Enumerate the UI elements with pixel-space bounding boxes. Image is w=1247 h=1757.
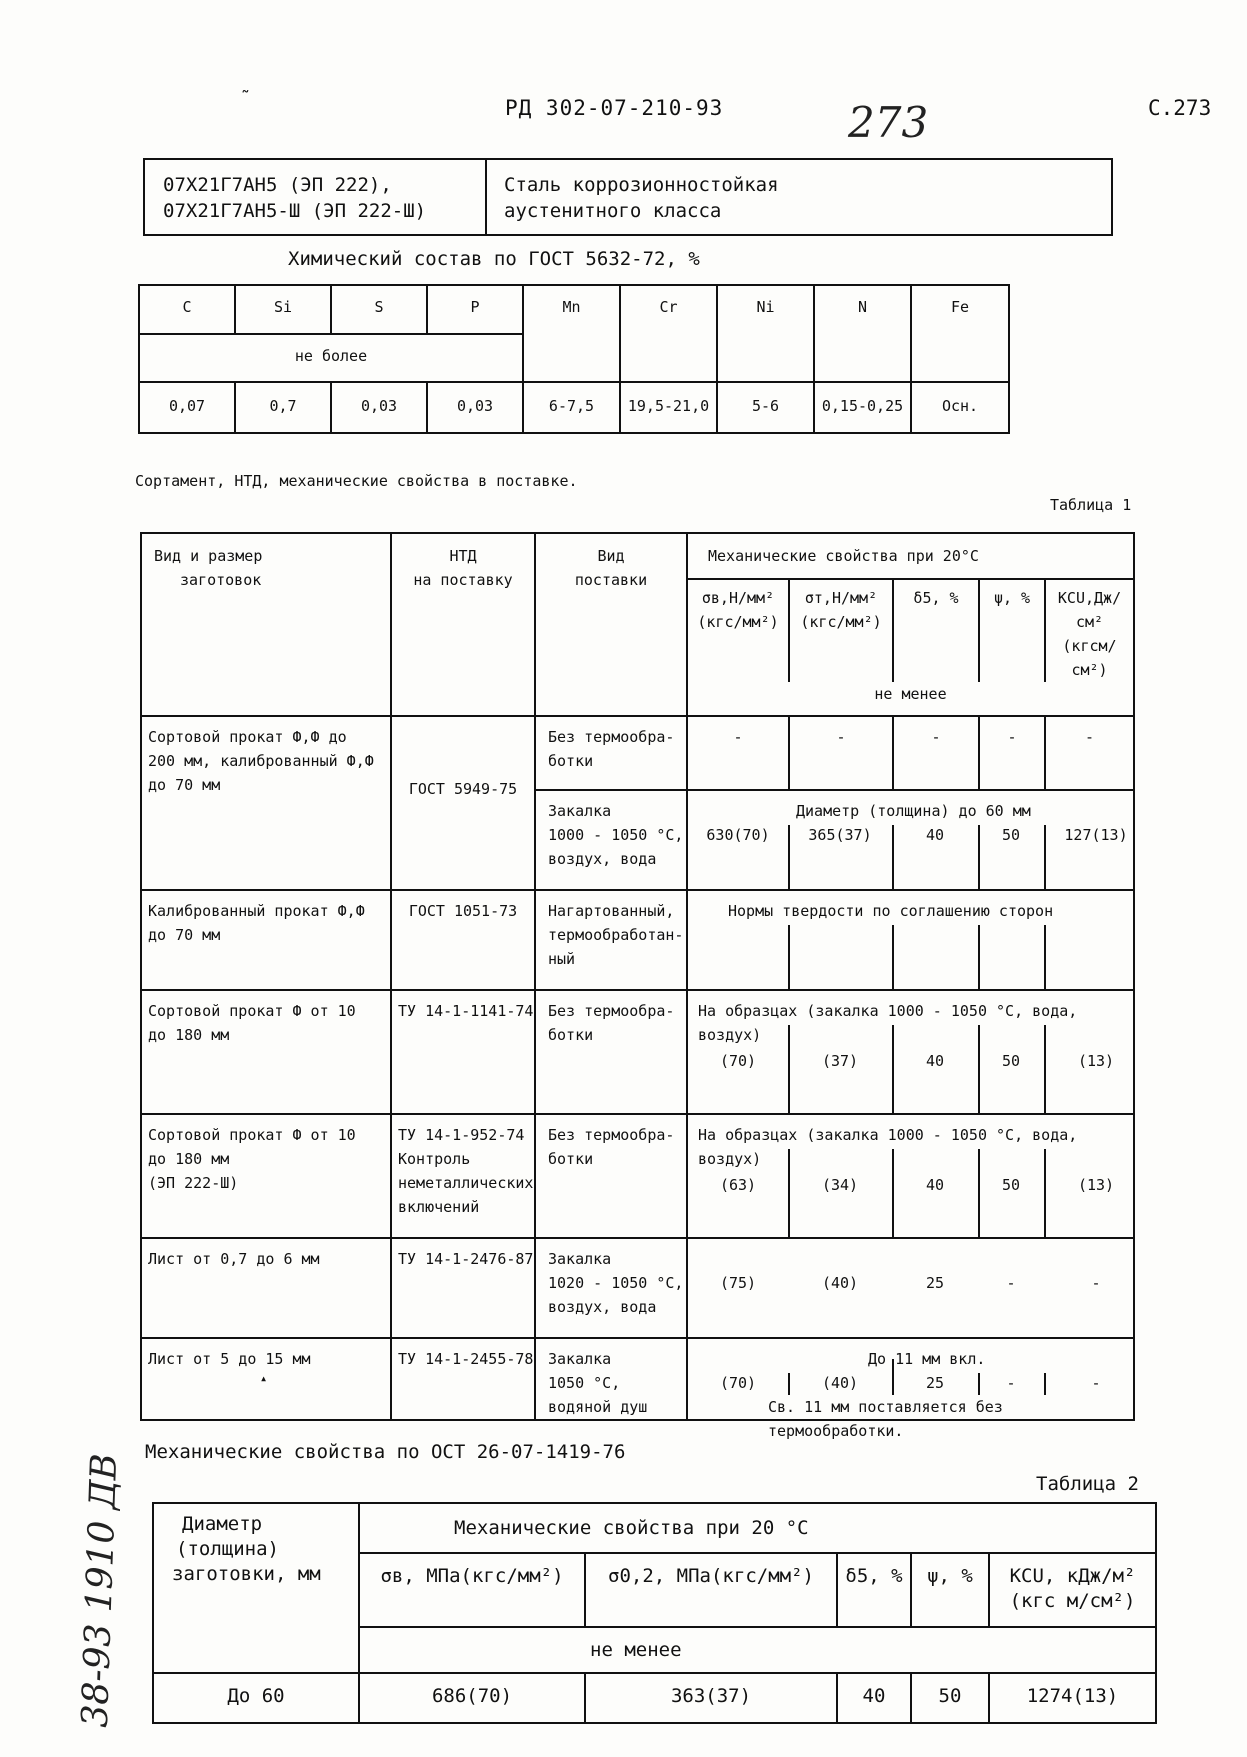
t1-product-line: до 70 мм xyxy=(148,926,221,944)
t1-header-product xyxy=(141,533,391,716)
t1-divider xyxy=(892,1149,894,1237)
chem-value: Осн. xyxy=(911,382,1009,433)
t2-value-reduction: 50 xyxy=(911,1673,989,1723)
table1-label: Таблица 1 xyxy=(1050,496,1132,514)
t1-row1-value: - xyxy=(789,716,893,790)
t1-divider xyxy=(788,1025,790,1113)
t1-row4-value: (13) xyxy=(1077,1176,1115,1194)
chem-header-cr-label: Cr xyxy=(659,298,678,316)
t1-delivery-line: Без термообра- xyxy=(548,1002,675,1020)
t1-row6-note-bottom: Св. 11 мм поставляется без термообработки. xyxy=(768,1398,1003,1440)
t1-row5-product: Лист от 0,7 до 6 мм xyxy=(141,1238,391,1338)
t1-sub-elongation: δ5, % xyxy=(893,579,979,682)
description-line: аустенитного класса xyxy=(504,200,722,222)
grade-line: 07Х21Г7АН5-Ш (ЭП 222-Ш) xyxy=(163,200,427,222)
chem-header-fe-label: Fe xyxy=(950,298,970,316)
t1-divider xyxy=(892,1359,894,1395)
grade-cell xyxy=(144,159,486,235)
t1-row4-value: 40 xyxy=(925,1176,945,1194)
t1-row5-ntd: ТУ 14-1-2476-87 xyxy=(391,1238,535,1338)
t1-delivery-line: 1000 - 1050 °С, xyxy=(548,826,684,844)
t2-value-elongation: 40 xyxy=(837,1673,911,1723)
t1-header-ntd xyxy=(391,533,535,716)
t1-delivery-line: ный xyxy=(548,950,576,968)
chem-value: 0,15-0,25 xyxy=(814,382,911,433)
t1-row1-value: - xyxy=(979,716,1045,790)
t2-not-less: не менее xyxy=(359,1627,1156,1673)
t1-divider xyxy=(788,1373,790,1395)
t1-row1-delivery1 xyxy=(535,716,687,790)
t1-header-text: на поставку xyxy=(413,571,513,589)
page-label: С.273 xyxy=(1148,96,1212,120)
t1-row3-value: (37) xyxy=(821,1052,859,1070)
t1-row2-product xyxy=(141,890,391,990)
t1-row1-value2: 630(70) xyxy=(706,826,770,844)
t1-divider xyxy=(1044,1149,1046,1237)
chem-header-fe xyxy=(911,285,1009,382)
t1-delivery-line: водяной душ xyxy=(548,1398,648,1416)
t1-delivery-line: термообработан- xyxy=(548,926,684,944)
t1-row1-value2: 127(13) xyxy=(1064,826,1128,844)
chem-value: 19,5-21,0 xyxy=(620,382,717,433)
t2-sub-impact xyxy=(989,1553,1156,1627)
t1-row1-mech2 xyxy=(687,790,1134,890)
t2-sub-yield: σ0,2, МПа(кгс/мм²) xyxy=(585,1553,837,1627)
t1-row1-note: Диаметр (толщина) до 60 мм xyxy=(796,802,1031,820)
t2-sub-elongation: δ5, % xyxy=(837,1553,911,1627)
chem-header-s: S xyxy=(331,285,427,334)
chem-title: Химический состав по ГОСТ 5632-72, % xyxy=(288,248,700,270)
t1-row6-note-top: До 11 мм вкл. xyxy=(868,1350,986,1368)
chem-not-more: не более xyxy=(139,334,523,383)
t1-divider xyxy=(892,925,894,989)
table1-caption: Сортамент, НТД, механические свойства в поставке. xyxy=(135,472,578,490)
chem-value: 0,07 xyxy=(139,382,235,433)
t2-value-tensile: 686(70) xyxy=(359,1673,585,1723)
t1-divider xyxy=(978,1149,980,1237)
t2-header-text: заготовки, мм xyxy=(172,1563,321,1585)
t1-divider xyxy=(788,825,790,889)
t1-header-text: Вид и размер xyxy=(154,547,263,565)
t1-row5-value: - xyxy=(1091,1274,1101,1292)
t2-value-diameter: До 60 xyxy=(153,1673,359,1723)
t1-header-text: Вид xyxy=(597,547,625,565)
t1-row5-value: (40) xyxy=(821,1274,859,1292)
chem-header-c: C xyxy=(139,285,235,334)
t1-sub-tensile xyxy=(687,579,789,682)
t1-sub-reduction: ψ, % xyxy=(979,579,1045,682)
header-mark: ˜ xyxy=(240,88,251,109)
t1-row6-product xyxy=(141,1338,391,1420)
t1-sub-text: KCU,Дж/см² xyxy=(1057,589,1122,631)
t1-row3-ntd: ТУ 14-1-1141-74 xyxy=(391,990,535,1114)
t1-row3-value: 50 xyxy=(1001,1052,1021,1070)
t2-sub-tensile: σв, МПа(кгс/мм²) xyxy=(359,1553,585,1627)
t1-row6-value: (40) xyxy=(821,1374,859,1392)
t1-header-delivery xyxy=(535,533,687,716)
grade-line: 07Х21Г7АН5 (ЭП 222), xyxy=(163,174,392,196)
chem-header-mn-label: Mn xyxy=(562,298,581,316)
t1-not-less: не менее xyxy=(687,682,1134,716)
t1-row1-value2: 40 xyxy=(925,826,945,844)
t1-row3-value: 40 xyxy=(925,1052,945,1070)
chem-table xyxy=(138,284,1010,434)
handwritten-page-number: 273 xyxy=(848,98,929,147)
t1-row5-mech xyxy=(687,1238,1134,1338)
t2-header-mech: Механические свойства при 20 °С xyxy=(359,1503,1156,1553)
t1-row5-value: 25 xyxy=(925,1274,945,1292)
chem-value: 0,7 xyxy=(235,382,331,433)
chem-value: 6-7,5 xyxy=(523,382,620,433)
t1-row1-value: - xyxy=(1045,716,1134,790)
t2-sub-reduction: ψ, % xyxy=(911,1553,989,1627)
t1-sub-text: (кгс/мм²) xyxy=(697,613,779,631)
t1-row6-delivery xyxy=(535,1338,687,1420)
t1-row1-product-line: Сортовой прокат Ф,Ф до xyxy=(148,728,347,746)
t1-row3-mech xyxy=(687,990,1134,1114)
t1-divider xyxy=(978,1373,980,1395)
t1-row4-ntd xyxy=(391,1114,535,1238)
table2-caption: Механические свойства по ОСТ 26-07-1419-76 xyxy=(145,1441,626,1463)
t1-ntd-line: неметаллических xyxy=(398,1174,534,1192)
chem-value: 5-6 xyxy=(717,382,814,433)
t2-header-diameter xyxy=(153,1503,359,1673)
t1-row2-delivery xyxy=(535,890,687,990)
chem-header-mn xyxy=(523,285,620,382)
t1-row1-product-line: до 70 мм xyxy=(148,776,221,794)
t1-row1-delivery2 xyxy=(535,790,687,890)
t1-ntd-line: включений xyxy=(398,1198,480,1216)
t1-divider xyxy=(978,825,980,889)
t1-row4-mech xyxy=(687,1114,1134,1238)
t1-row4-value: (63) xyxy=(719,1176,757,1194)
t1-row1-product-line: 200 мм, калиброванный Ф,Ф xyxy=(148,752,374,770)
t1-header-text: заготовок xyxy=(180,571,262,589)
table1 xyxy=(140,532,1135,1440)
t2-sub-text: (кгс м/см²) xyxy=(1009,1590,1136,1612)
t1-divider xyxy=(892,1025,894,1113)
t1-row5-value: (75) xyxy=(719,1274,757,1292)
document-code: РД 302-07-210-93 xyxy=(505,96,724,120)
grade-box xyxy=(143,158,1113,236)
chem-header-n xyxy=(814,285,911,382)
t1-header-text: НТД xyxy=(449,547,477,565)
t1-product-line: Сортовой прокат Ф от 10 xyxy=(148,1126,356,1144)
t1-ntd-line: ТУ 14-1-952-74 xyxy=(398,1126,525,1144)
chem-header-cr xyxy=(620,285,717,382)
t2-value-yield: 363(37) xyxy=(585,1673,837,1723)
chem-header-p: P xyxy=(427,285,523,334)
t1-row4-product xyxy=(141,1114,391,1238)
t1-delivery-line: ботки xyxy=(548,752,594,770)
t1-row6-value: - xyxy=(1091,1374,1101,1392)
t1-delivery-line: ботки xyxy=(548,1026,594,1044)
t1-delivery-line: воздух, вода xyxy=(548,1298,657,1316)
t2-header-text: Диаметр xyxy=(182,1513,263,1535)
t1-delivery-line: 1020 - 1050 °С, xyxy=(548,1274,684,1292)
t1-delivery-line: 1050 °С, xyxy=(548,1374,621,1392)
t2-header-text: (толщина) xyxy=(176,1538,279,1560)
t1-row6-mech xyxy=(687,1338,1134,1440)
t1-divider xyxy=(788,1149,790,1237)
t1-sub-text: (кгсм/см²) xyxy=(1062,637,1117,679)
t1-row3-note: На образцах (закалка 1000 - 1050 °С, вода, воздух) xyxy=(698,1002,1078,1044)
chem-header-ni-label: Ni xyxy=(756,298,775,316)
t2-sub-text: KCU, кДж/м² xyxy=(1009,1565,1136,1587)
t1-product-line: Калиброванный прокат Ф,Ф xyxy=(148,902,365,920)
t1-ntd-line: Контроль xyxy=(398,1150,471,1168)
t1-row1-value2: 50 xyxy=(1001,826,1021,844)
t1-row2-mech xyxy=(687,890,1134,990)
t1-delivery-line: Закалка xyxy=(548,1350,612,1368)
t1-sub-yield xyxy=(789,579,893,682)
description-cell xyxy=(486,159,1112,235)
t1-row4-note: На образцах (закалка 1000 - 1050 °С, вода, воздух) xyxy=(698,1126,1078,1168)
t1-row1-value2: 365(37) xyxy=(808,826,872,844)
t1-product-line: Сортовой прокат Ф от 10 xyxy=(148,1002,356,1020)
t1-delivery-line: Закалка xyxy=(548,802,612,820)
t1-sub-impact xyxy=(1045,579,1134,682)
t1-row6-value: (70) xyxy=(719,1374,757,1392)
t1-header-text: поставки xyxy=(574,571,648,589)
t1-divider xyxy=(978,925,980,989)
t1-row1-product xyxy=(141,716,391,890)
t1-row2-note: Нормы твердости по соглашению сторон xyxy=(728,902,1054,920)
t1-row6-value: - xyxy=(1006,1374,1016,1392)
table2-label: Таблица 2 xyxy=(1036,1473,1139,1495)
t1-row4-delivery xyxy=(535,1114,687,1238)
t1-product-line: до 180 мм xyxy=(148,1026,230,1044)
margin-handwriting: 38-93 1910 ДВ xyxy=(74,1452,126,1729)
t1-delivery-line: воздух, вода xyxy=(548,850,657,868)
t1-sub-text: σв,Н/мм² xyxy=(701,589,775,607)
chem-value: 0,03 xyxy=(427,382,523,433)
t1-product-line: до 180 мм xyxy=(148,1150,230,1168)
t1-row4-value: 50 xyxy=(1001,1176,1021,1194)
t1-row6-ntd: ТУ 14-1-2455-78 xyxy=(391,1338,535,1420)
chem-header-ni xyxy=(717,285,814,382)
t1-row1-ntd: ГОСТ 5949-75 xyxy=(391,716,535,890)
t1-divider xyxy=(1044,1373,1046,1395)
t1-row3-product xyxy=(141,990,391,1114)
t1-row4-value: (34) xyxy=(821,1176,859,1194)
t1-delivery-line: Закалка xyxy=(548,1250,612,1268)
t1-delivery-line: Без термообра- xyxy=(548,728,675,746)
t1-row3-delivery xyxy=(535,990,687,1114)
t1-divider xyxy=(1044,1025,1046,1113)
chem-header-si: Si xyxy=(235,285,331,334)
table2 xyxy=(152,1502,1157,1724)
t1-product-line: Лист от 5 до 15 мм xyxy=(148,1350,311,1368)
t1-product-line: (ЭП 222-Ш) xyxy=(148,1174,239,1192)
t1-divider xyxy=(1044,825,1046,889)
t1-row3-value: (70) xyxy=(719,1052,757,1070)
chem-value: 0,03 xyxy=(331,382,427,433)
t1-divider xyxy=(892,825,894,889)
t1-delivery-line: Без термообра- xyxy=(548,1126,675,1144)
t1-row1-value: - xyxy=(893,716,979,790)
t1-delivery-line: ботки xyxy=(548,1150,594,1168)
t1-row6-value: 25 xyxy=(925,1374,945,1392)
t1-sub-text: (кгс/мм²) xyxy=(800,613,882,631)
t1-ink-speck: ▴ xyxy=(260,1371,268,1385)
t1-divider xyxy=(788,925,790,989)
description-line: Сталь коррозионностойкая xyxy=(504,174,779,196)
t1-row2-ntd: ГОСТ 1051-73 xyxy=(391,890,535,990)
t1-divider xyxy=(1044,925,1046,989)
chem-header-n-label: N xyxy=(857,298,868,316)
t1-sub-text: σт,Н/мм² xyxy=(804,589,878,607)
t2-value-impact: 1274(13) xyxy=(989,1673,1156,1723)
t1-row5-delivery xyxy=(535,1238,687,1338)
t1-row3-value: (13) xyxy=(1077,1052,1115,1070)
t1-row5-value: - xyxy=(1006,1274,1016,1292)
t1-header-mech: Механические свойства при 20°С xyxy=(687,533,1134,579)
t1-divider xyxy=(978,1025,980,1113)
t1-row1-value: - xyxy=(687,716,789,790)
t1-delivery-line: Нагартованный, xyxy=(548,902,675,920)
